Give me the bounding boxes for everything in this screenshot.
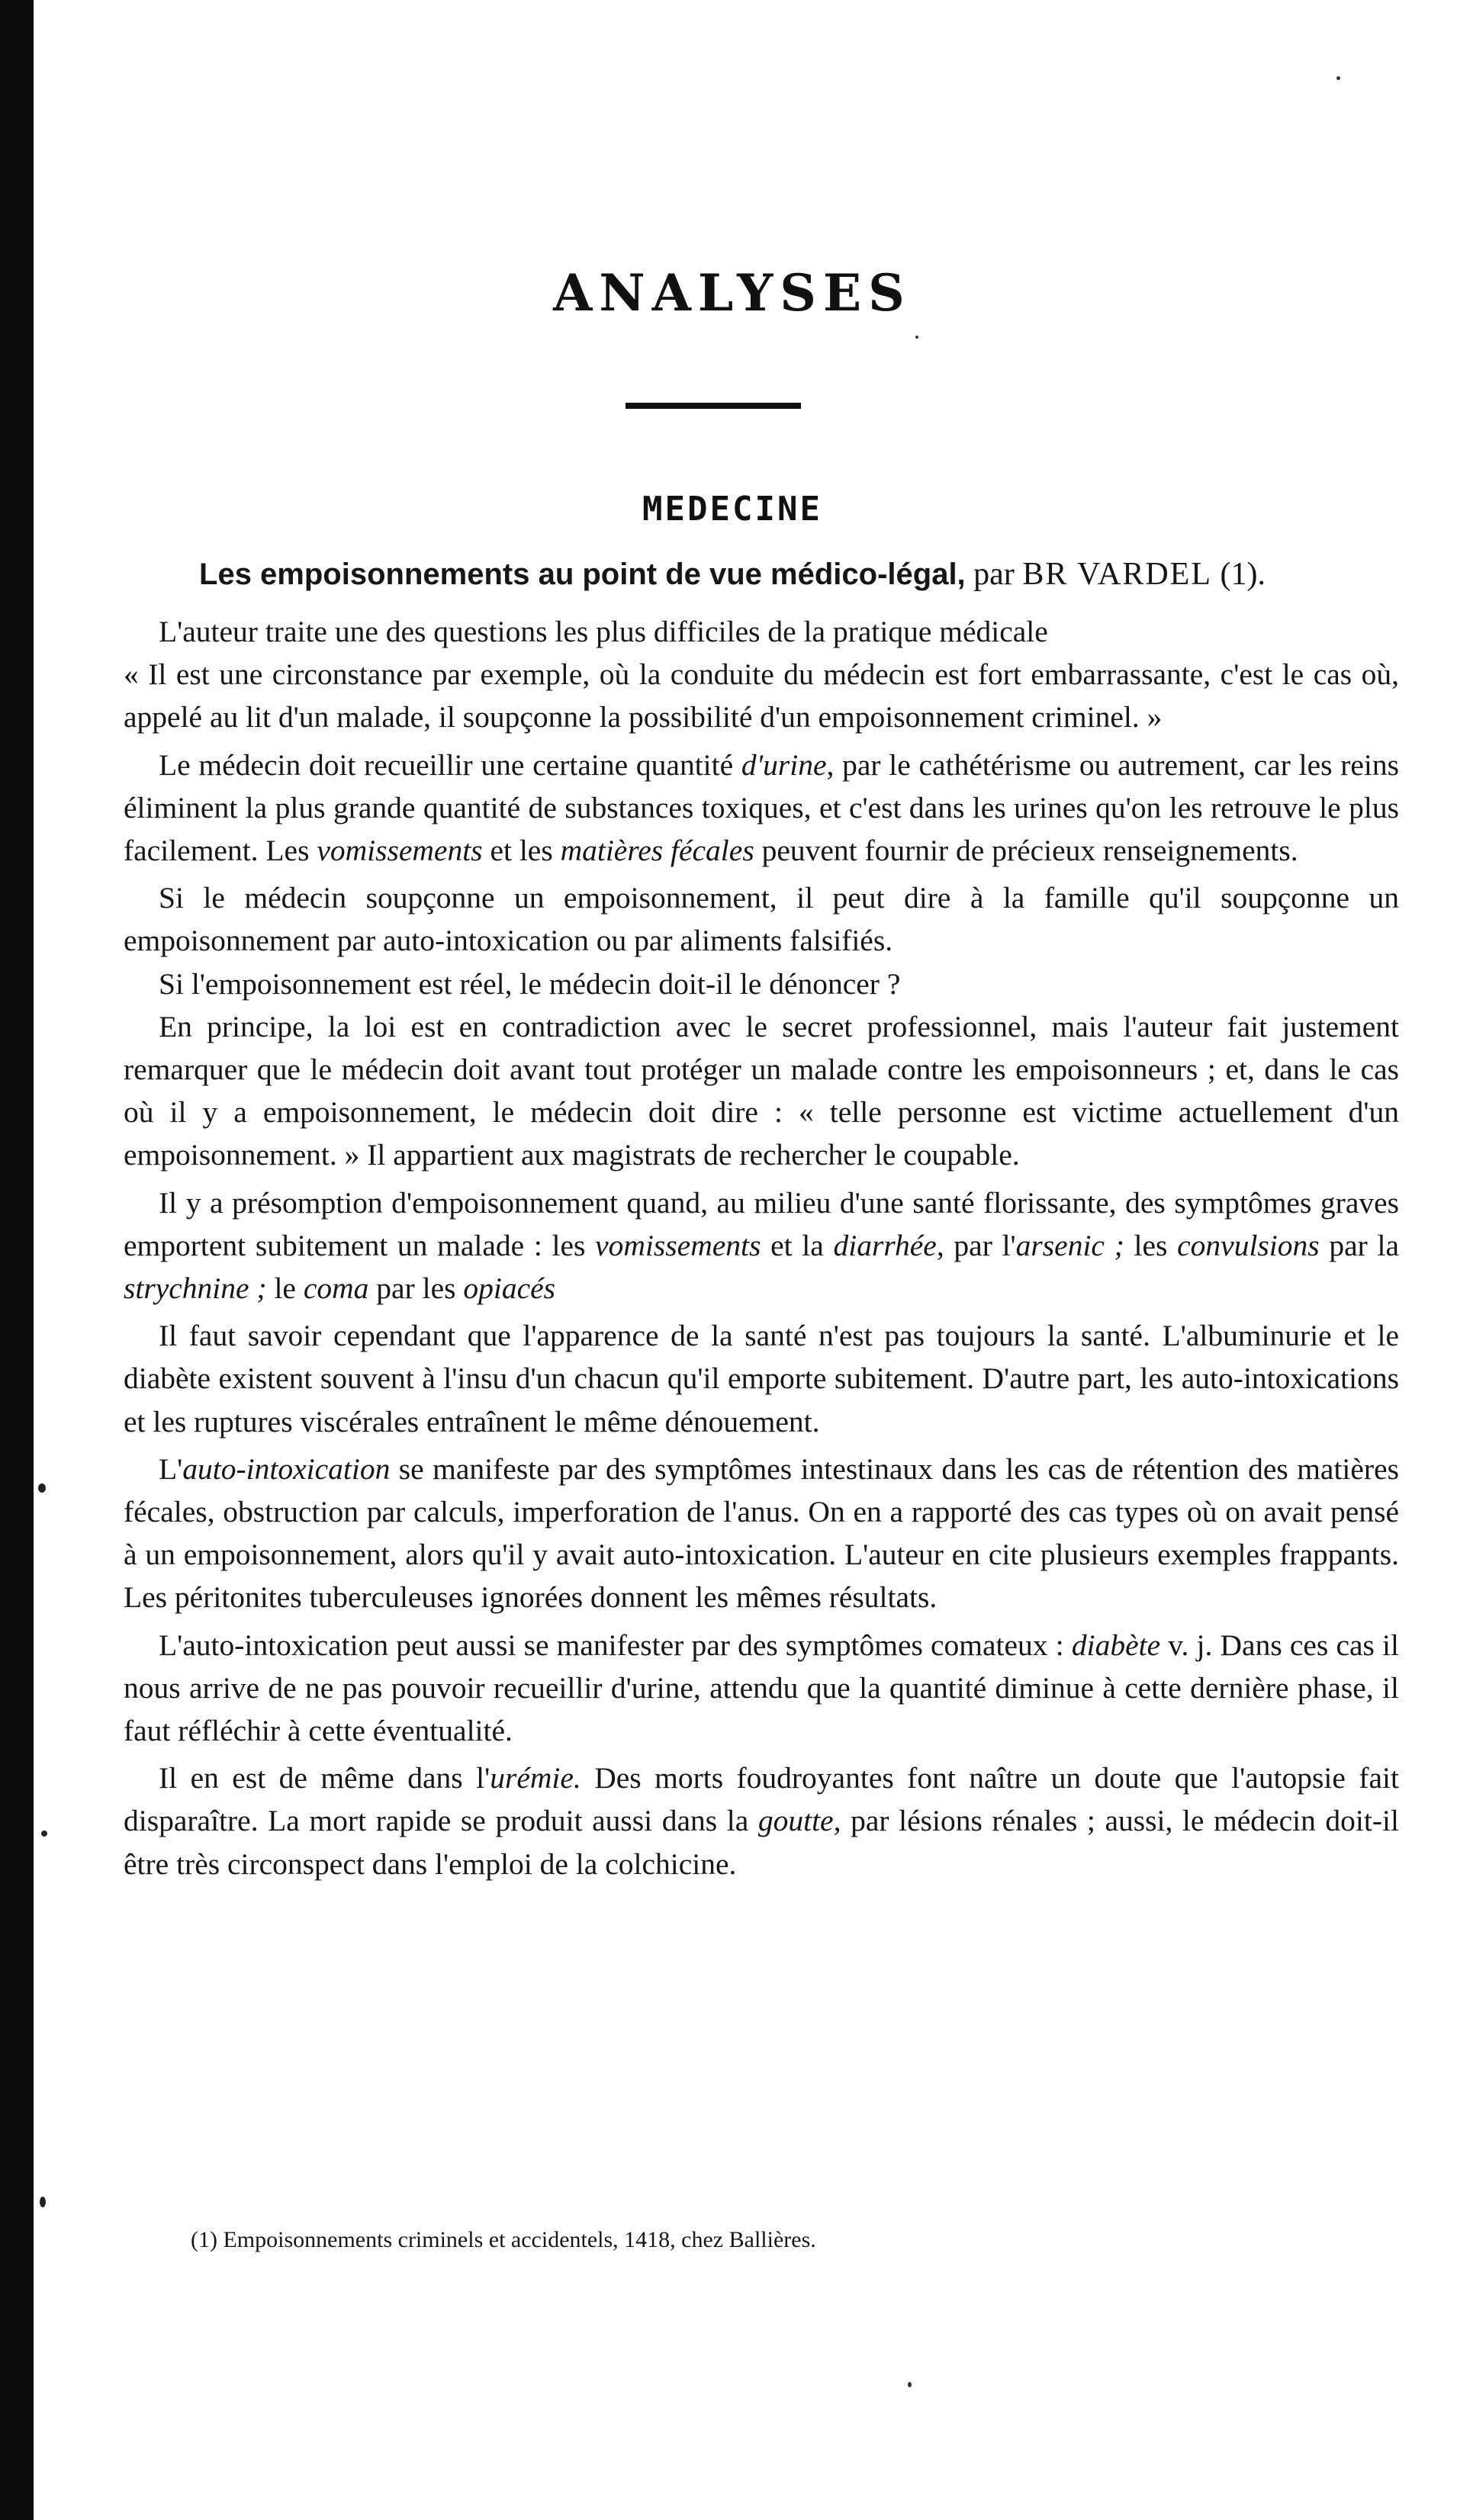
paragraph — [124, 1181, 1399, 1310]
paragraph — [124, 1624, 1399, 1753]
emphasis: strychnine ; — [124, 1271, 267, 1306]
text-run: peuvent fournir de précieux renseignements. — [754, 834, 1298, 868]
text-run: Des morts foudroyantes font naître un doute que l'autopsie fait disparaître. La mort rapide se produit aussi dans la — [124, 1761, 1399, 1838]
paragraph: Il faut savoir cependant que l'apparence de la santé n'est pas toujours la santé. L'albuminurie et le diabète existent souvent à l'insu d'un chacun qu'il emporte subitement. D'autre part, les auto-intoxications et les ruptures viscérales entraînent le même dénouement. — [124, 1319, 1399, 1438]
text-run: L'auto-intoxication peut aussi se manifester par des symptômes comateux : — [159, 1628, 1072, 1662]
text-run: par les — [368, 1271, 464, 1306]
text-run: L' — [159, 1451, 183, 1486]
text-run: les — [1124, 1228, 1178, 1262]
title-divider — [626, 403, 801, 409]
article-body — [124, 610, 1399, 1885]
article-headline: Les empoisonnements au point de vue médico-légal, — [199, 558, 966, 591]
scan-dot — [908, 2382, 912, 2387]
section-heading: MEDECINE — [642, 490, 822, 529]
paragraph — [124, 1448, 1399, 1619]
emphasis: goutte, — [757, 1804, 841, 1838]
scan-dot — [915, 336, 918, 339]
paragraph: L'auteur traite une des questions les plus difficiles de la pratique médicale — [159, 615, 1048, 648]
paragraph: En principe, la loi est en contradiction avec le secret professionnel, mais l'auteur fait justement remarquer que le médecin doit avant tout protéger un malade contre les empoisonneurs ; et, dans le cas où il y a empoisonnement, le médecin doit dire : « telle personne est victime actuellement d'un empoisonnement. » Il appartient aux magistrats de rechercher le coupable. — [124, 1009, 1399, 1172]
text-run: Il y a présomption d'empoisonnement quand, au milieu d'une santé florissante, des symptômes graves emportent subitement un malade : les — [124, 1185, 1399, 1262]
paragraph: « Il est une circonstance par exemple, où la conduite du médecin est fort embarrassante, c'est le cas où, appelé au lit d'un malade, il soupçonne la possibilité d'un empoisonnement criminel. » — [124, 657, 1399, 734]
emphasis: diarrhée — [833, 1228, 937, 1262]
emphasis: urémie. — [490, 1761, 581, 1795]
scan-speck — [41, 1831, 47, 1837]
scan-dot — [1336, 76, 1340, 80]
article-author: BR VARDEL — [1022, 557, 1212, 592]
emphasis: vomissements — [595, 1228, 761, 1262]
document-page — [76, 0, 1400, 2520]
text-run: , par le cathétérisme ou autrement, car les reins éliminent la plus grande quantité de substances toxiques, et c'est dans les urines qu'on les retrouve le plus facilement. Les — [124, 747, 1399, 868]
paragraph: Si l'empoisonnement est réel, le médecin doit-il le dénoncer ? — [159, 966, 901, 1001]
footnote-ref: (1). — [1220, 557, 1266, 592]
footnote: (1) Empoisonnements criminels et accidentels, 1418, chez Ballières. — [191, 2227, 816, 2252]
text-run: par lésions rénales ; aussi, le médecin doit-il être très circonspect dans l'emploi de la colchicine. — [124, 1804, 1399, 1881]
emphasis: opiacés — [463, 1271, 556, 1306]
emphasis: coma — [303, 1271, 369, 1306]
scan-speck — [40, 2197, 46, 2207]
paragraph — [124, 744, 1399, 873]
text-run: et la — [761, 1228, 834, 1262]
text-run: par la — [1319, 1228, 1400, 1262]
emphasis: d'urine — [741, 747, 827, 782]
text-run: et les — [482, 834, 561, 868]
text-run: Il en est de même dans l' — [159, 1761, 490, 1795]
emphasis: convulsions — [1177, 1228, 1320, 1262]
paragraph — [124, 1757, 1399, 1885]
text-run: se manifeste par des symptômes intestinaux dans les cas de rétention des matières fécales, obstruction par calculs, imperforation de l'anus. On en a rapporté des cas types où on avait pensé à un empoisonnement, alors qu'il y avait auto-intoxication. L'auteur en cite plusieurs exemples frappants. Les péritonites tuberculeuses ignorées donnent les mêmes résultats. — [124, 1451, 1399, 1615]
text-run: , par l' — [936, 1228, 1016, 1262]
emphasis: arsenic ; — [1015, 1228, 1124, 1262]
emphasis: vomissements — [317, 834, 483, 868]
article-by: par — [973, 557, 1015, 592]
text-run: Le médecin doit recueillir une certaine quantité — [159, 747, 741, 782]
page-binding-edge — [0, 0, 34, 2520]
text-run: le — [266, 1271, 304, 1306]
article-title — [76, 555, 1388, 593]
text-run: v. j. Dans ces cas il nous arrive de ne pas pouvoir recueillir d'urine, attendu que la quantité diminue à cette dernière phase, il faut réfléchir à cette éventualité. — [124, 1628, 1399, 1748]
emphasis: auto-intoxication — [182, 1451, 391, 1486]
scan-speck — [38, 1483, 46, 1493]
page-title: ANALYSES — [553, 263, 912, 323]
paragraph: Si le médecin soupçonne un empoisonnement, il peut dire à la famille qu'il soupçonne un empoisonnement par auto-intoxication ou par aliments falsifiés. — [124, 881, 1399, 958]
emphasis: diabète — [1071, 1628, 1161, 1662]
emphasis: matières fécales — [560, 834, 754, 868]
